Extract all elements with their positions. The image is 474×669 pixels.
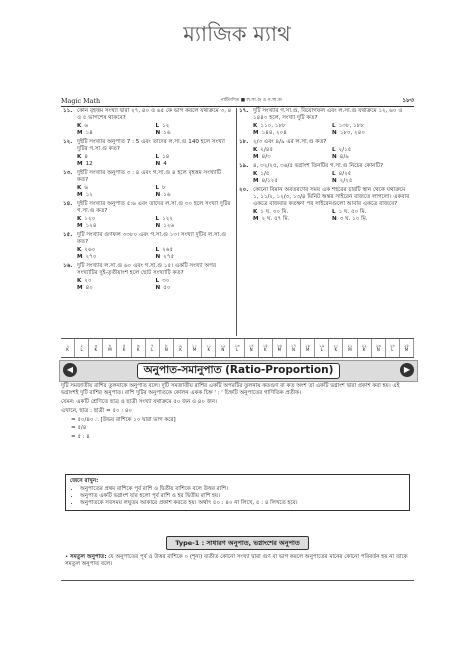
option-item	[332, 154, 411, 161]
question-item	[63, 108, 234, 137]
answer-number: ১১	[206, 342, 212, 348]
option-letter: L	[332, 146, 336, 153]
question-number: ১৭.	[239, 108, 249, 114]
option-letter: K	[77, 153, 82, 160]
answer-letter: L	[151, 347, 154, 352]
option-letter: L	[155, 122, 160, 129]
question-text: কোন বৃহত্তম সংখ্যা দ্বারা ২৭, ৪০ ও ৬৫ কে ভাগ করলে যথাক্রমে ৩, ৪ ও ৫ ভাগশেষ থাকবে?	[77, 108, 232, 121]
question-item	[239, 187, 411, 223]
option-item	[156, 161, 235, 168]
answer-cell	[216, 339, 230, 357]
answer-letter: M	[348, 347, 352, 352]
answer-number: ২১	[347, 342, 353, 348]
question-item	[63, 263, 234, 292]
option-value: ১৪	[85, 129, 93, 136]
option-value: ১২	[85, 191, 93, 198]
note-item: • অনুপাতকে সবসময় লঘুতম আকারে প্রকাশ করতে হয়। অর্থাৎ ৫০ : ৪০ না লিখে, ৫ : ৪ লিখতে হবে।	[80, 500, 405, 507]
answer-letter: L	[391, 347, 394, 352]
bottom-rule	[61, 580, 414, 581]
option-letter: N	[155, 222, 161, 229]
option-value: ১২৪	[85, 222, 97, 229]
answer-number: ১০	[192, 342, 198, 348]
answer-letter: M	[305, 347, 310, 352]
book-page	[61, 96, 414, 580]
option-item	[332, 123, 411, 130]
option-letter: N	[155, 129, 161, 136]
question-text: কোনো বিমান অবতরণের সময় এক শহরের চারটি স্থান থেকে যথাক্রমে ১, ১১/২, ১২/৩, ১৩/৪ মিনিট অন্তর সাইরেন বাজতে লাগলো। একবার একত্রে বাজবার কতক্ষণ পর সাইরেনগুলো আবার একত্রে বাজবে?	[253, 186, 410, 207]
answer-letter: K	[334, 347, 338, 352]
answer-letter: K	[66, 347, 69, 352]
option-value: ২৭০	[85, 253, 97, 260]
option-item	[77, 216, 156, 223]
arrow-right-icon: ▶	[400, 363, 414, 377]
option-item	[77, 161, 156, 168]
option-item	[253, 209, 332, 216]
option-letter: L	[332, 208, 336, 215]
answer-letter: M	[192, 347, 197, 352]
answer-cell	[259, 339, 273, 357]
question-item	[239, 139, 411, 161]
option-letter: L	[332, 170, 336, 177]
answer-cell	[230, 339, 244, 357]
answer-letter: M	[404, 347, 409, 352]
option-letter: N	[332, 129, 337, 136]
question-text: দুইটি সংখ্যার অনুপাত ৫:৬ এবং তাদের ল.সা.গু ৩০ হলে সংখ্যা দুটির গ.সা.গু কত?	[77, 200, 231, 214]
note-item: • অনুপাত একটি ভগ্নাংশ যার হলো পূর্ব রাশি ও হর দ্বিতীয় রাশি হয়।	[80, 493, 405, 500]
question-item	[63, 201, 234, 230]
definition-text: • সমতুল অনুপাত: যে অনুপাতের পূর্ব ও উত্তর রাশিকে ০ (শূন্য) ব্যতীত কোনো সংখ্যা দ্বারা গুণ বা ভাগ করলে অনুপাতের মানের কোনো পরিবর্তন হয় না তাকে সমতুল অনুপাত বলে।	[65, 554, 408, 567]
option-letter: L	[332, 122, 336, 129]
answer-letter: K	[94, 347, 98, 352]
option-item	[156, 247, 235, 254]
answer-letter: N	[221, 347, 225, 352]
answer-number: ১৯	[319, 342, 325, 348]
question-columns	[61, 108, 414, 336]
option-item	[77, 254, 156, 261]
option-letter: L	[155, 246, 160, 253]
option-letter: N	[155, 253, 161, 260]
example-line: যেমন: একটি শ্রেণিতে ছাত্র ও ছাত্রী সংখ্যা যথাক্রমে ৫০ জন ও ৪০ জন।	[61, 398, 217, 405]
answer-cell	[273, 339, 287, 357]
answer-cell	[343, 339, 357, 357]
definition-body: যে অনুপাতের পূর্ব ও উত্তর রাশিকে ০ (শূন্য) ব্যতীত কোনো সংখ্যা দ্বারা গুণ বা ভাগ করলে অনুপাতের মানের কোনো পরিবর্তন হয় না তাকে সমতুল অনুপাত বলে।	[65, 554, 408, 567]
answer-letter: K	[122, 347, 126, 352]
arrow-left-icon: ◀	[63, 363, 77, 377]
answer-number: ৩	[94, 342, 98, 348]
option-item	[156, 130, 235, 137]
option-item	[253, 216, 332, 223]
answer-number: ১২	[220, 342, 226, 348]
note-item: • অনুপাতের প্রথম রাশিকে পূর্ব রাশি ও দ্বিতীয় রাশিকে বলে উত্তর রাশি।	[80, 486, 405, 493]
answer-number: ২২	[361, 342, 367, 348]
answer-cell	[372, 339, 386, 357]
option-item	[156, 154, 235, 161]
option-item	[332, 171, 411, 178]
option-value: ২/১৫	[338, 146, 352, 153]
option-item	[77, 192, 156, 199]
answer-letter: K	[179, 347, 182, 352]
option-letter: N	[332, 177, 337, 184]
answer-number: ২	[80, 342, 83, 348]
question-item	[63, 139, 234, 168]
answer-number: ২৪	[389, 342, 395, 348]
answer-letter: L	[80, 347, 83, 352]
option-value: 12	[85, 160, 93, 167]
option-list	[239, 123, 411, 137]
option-letter: K	[253, 170, 258, 177]
question-item	[63, 170, 234, 199]
option-letter: K	[77, 246, 82, 253]
answer-number: ৮	[165, 342, 168, 348]
option-letter: M	[77, 222, 83, 229]
option-letter: M	[77, 191, 83, 198]
answer-cell	[103, 339, 117, 357]
option-letter: M	[77, 129, 83, 136]
question-item	[63, 232, 234, 261]
answer-number: ৭	[150, 342, 154, 348]
question-text: দুইটি সংখ্যার অনুপাত ৩ : ৪ এবং গ.সা.গু ৪ হলে বৃহত্তম সংখ্যাটি কত?	[77, 169, 222, 183]
option-item	[156, 278, 235, 285]
option-item	[156, 185, 235, 192]
option-item	[332, 130, 411, 137]
intro-paragraph: দুটি সমজাতীয় রাশির তুলনাকে অনুপাত বলে। দুটি সমজাতীয় রাশির একটি অপরটির তুলনায় কতগুণ বা কত অংশ তা একটি ভগ্নাংশ দ্বারা প্রকাশ করা হয়। এই ভগ্নাংশই দুটি রাশির অনুপাত। রাশি দুটির অনুপাতকে কোলন একক চিহ্ন ' : ' চিহ্নটি অনুপাতের গাণিতিক প্রতীক।	[61, 383, 400, 396]
option-value: ৪	[84, 153, 88, 160]
answer-number: ৫	[122, 342, 126, 348]
option-value: ২ ঘ. ৫৭ মি.	[261, 215, 290, 222]
question-text: ২/৩ এবং ৪/৯ এর ল.সা.গু কত?	[253, 138, 327, 145]
question-number: ১৯.	[239, 162, 249, 169]
option-value: ৪/৩	[261, 153, 271, 160]
option-value: ১৪৪, ২০৪	[261, 129, 287, 136]
question-text: দুটি সংখ্যার গুণফল ৩৩৮০ এবং গ.সা.গু ১৩। সংখ্যা দুটির ল.সা.গু কত?	[77, 231, 227, 245]
answer-number: ১৩	[234, 342, 240, 348]
answer-cell	[61, 339, 75, 357]
option-letter: L	[155, 153, 160, 160]
option-item	[77, 223, 156, 230]
option-letter: N	[155, 284, 161, 291]
section-title: অনুপাত-সমানুপাত (Ratio-Proportion)	[137, 363, 341, 378]
option-item	[253, 123, 332, 130]
question-number: ১৬.	[63, 262, 73, 269]
right-question-column	[237, 108, 413, 336]
option-value: ২৬০	[84, 246, 96, 253]
answer-cell	[160, 339, 174, 357]
question-number: ১৩.	[63, 169, 73, 176]
answer-letter: N	[376, 347, 380, 352]
option-item	[77, 247, 156, 254]
option-item	[156, 285, 235, 292]
option-value: ১ ঘ. ৫০ মি.	[338, 208, 367, 215]
option-letter: N	[332, 215, 337, 222]
left-question-column	[61, 108, 237, 336]
option-list	[239, 147, 411, 161]
option-item	[253, 154, 332, 161]
answer-number: ৯	[179, 342, 182, 348]
option-letter: M	[77, 284, 83, 291]
option-value: ১৩৮, ১৮৮	[338, 122, 364, 129]
option-letter: M	[253, 215, 259, 222]
option-value: ১৬	[163, 191, 171, 198]
document-title: ম্যাজিক ম্যাথ	[183, 22, 291, 46]
option-item	[156, 123, 235, 130]
section-banner	[59, 360, 418, 382]
type-heading-wrap	[61, 536, 414, 550]
answer-letter: K	[263, 347, 267, 352]
answer-cell	[188, 339, 202, 357]
option-value: ১৮০, ২৪০	[339, 129, 366, 136]
option-item	[253, 178, 332, 185]
question-number: ২০.	[239, 186, 249, 193]
answer-number: ১৬	[276, 342, 282, 348]
answer-number: ১৭	[290, 342, 297, 348]
option-list	[63, 216, 234, 230]
option-letter: M	[253, 153, 259, 160]
header-book-name: Magic Math	[61, 97, 101, 105]
option-letter: M	[253, 177, 259, 184]
option-value: ২/২৫	[339, 177, 353, 184]
option-value: ৪/১২৫	[261, 177, 278, 184]
answer-letter: L	[235, 347, 239, 352]
option-letter: K	[253, 146, 258, 153]
answer-number: ২০	[333, 342, 339, 348]
option-letter: N	[155, 160, 161, 167]
option-letter: K	[77, 215, 82, 222]
option-value: ১২০	[84, 215, 96, 222]
option-item	[156, 216, 235, 223]
option-item	[332, 178, 411, 185]
option-letter: K	[253, 122, 258, 129]
option-list	[63, 185, 234, 199]
answer-cell	[202, 339, 216, 357]
answer-cell	[358, 339, 372, 357]
question-text: ৪, ৩২/২৫, ৩৬/৫ ভগ্নাংশ তিনটির গ.সা.গু নিচের কোনটি?	[253, 162, 384, 169]
option-list	[239, 209, 411, 223]
answer-number: ১৮	[304, 342, 311, 348]
option-value: ১৬	[163, 129, 171, 136]
answer-number: ৬	[136, 342, 140, 348]
option-item	[156, 254, 235, 261]
answer-letter: M	[108, 347, 112, 352]
option-item	[253, 130, 332, 137]
option-value: ৫০	[163, 284, 171, 291]
option-letter: L	[155, 184, 160, 191]
option-item	[156, 192, 235, 199]
option-item	[77, 185, 156, 192]
question-item	[239, 108, 411, 137]
answer-letter: N	[164, 347, 168, 352]
option-letter: L	[155, 215, 160, 222]
example-step: = ৫ : ৪	[71, 434, 90, 441]
option-value: 4	[163, 160, 167, 167]
question-item	[239, 163, 411, 185]
option-item	[77, 278, 156, 285]
example-step: = ৫০/৪০ ∴ [উভয় রাশিকে ১০ দ্বারা ভাগ করে]	[71, 416, 176, 423]
answer-cell	[146, 339, 160, 357]
option-value: ৮	[162, 184, 166, 191]
option-value: ৩০	[162, 277, 170, 284]
intro-text	[61, 383, 414, 443]
question-text: দুটি সংখ্যার ল.সা.গু ৬০ এবং গ.সা.গু ১৫। একটি সংখ্যা অপর সংখ্যাটির দুই-তৃতীয়াংশ হলে ছোট সংখ্যাটি কত?	[77, 262, 217, 276]
answer-cell	[400, 339, 414, 357]
option-item	[253, 171, 332, 178]
option-letter: N	[155, 191, 161, 198]
option-item	[156, 223, 235, 230]
option-letter: L	[155, 277, 160, 284]
option-letter: K	[77, 122, 82, 129]
option-letter: K	[77, 277, 82, 284]
option-letter: K	[253, 208, 258, 215]
option-value: ১২	[162, 122, 170, 129]
answer-letter: N	[249, 347, 253, 352]
option-list	[63, 247, 234, 261]
option-item	[332, 147, 411, 154]
question-number: ১৫.	[63, 231, 73, 238]
example-step: = ৫/৪	[71, 425, 87, 432]
answer-cell	[245, 339, 259, 357]
question-number: ১১.	[63, 108, 73, 114]
answer-letter: K	[207, 347, 211, 352]
option-letter: M	[77, 160, 83, 167]
option-value: ২/৪৫	[260, 146, 274, 153]
page-header	[61, 96, 414, 107]
option-list	[239, 171, 411, 185]
option-value: ৩ ঘ. ১০ মি.	[339, 215, 368, 222]
question-number: ১২.	[63, 138, 73, 145]
option-item	[332, 209, 411, 216]
answer-cell	[174, 339, 188, 357]
answer-cell	[117, 339, 131, 357]
question-number: ১৮.	[239, 138, 249, 145]
answer-cell	[75, 339, 89, 357]
option-list	[63, 123, 234, 137]
answer-number: ১	[66, 342, 69, 348]
answer-cell	[132, 339, 146, 357]
option-value: ৪০	[85, 284, 93, 291]
option-item	[77, 123, 156, 130]
answer-number: ৪	[108, 342, 112, 348]
header-page-number: ১৮৩	[402, 97, 414, 105]
answer-number: ১৫	[262, 342, 268, 348]
answer-key-grid	[61, 338, 414, 358]
option-letter: M	[253, 129, 259, 136]
option-value: ১১০, ১৮৮	[260, 122, 286, 129]
option-value: ২০	[84, 277, 92, 284]
option-value: ১২২	[162, 215, 173, 222]
option-value: ২৬৫	[162, 246, 173, 253]
answer-letter: M	[277, 347, 282, 352]
option-value: ৬	[84, 122, 88, 129]
answer-cell	[89, 339, 103, 357]
header-chapter: পাটিগণিত ■ ল.সা.গু ও গ.সা.গু	[220, 98, 282, 104]
option-letter: M	[77, 253, 83, 260]
option-value: ১২৬	[163, 222, 175, 229]
option-item	[77, 285, 156, 292]
answer-letter: L	[320, 347, 323, 352]
option-item	[77, 130, 156, 137]
answer-cell	[287, 339, 301, 357]
answer-number: ২৩	[375, 342, 381, 348]
answer-cell	[329, 339, 343, 357]
option-value: ১৪	[162, 153, 170, 160]
option-item	[77, 154, 156, 161]
answer-letter: K	[362, 347, 366, 352]
answer-cell	[386, 339, 400, 357]
option-value: ৪/৯	[339, 153, 349, 160]
type-heading: Type-1 : সাধারণ অনুপাত, ভগ্নাংশের অনুপাত	[166, 536, 309, 550]
option-letter: N	[332, 153, 337, 160]
option-value: ৪/২৫	[338, 170, 352, 177]
question-number: ১৪.	[63, 200, 73, 207]
answer-letter: K	[136, 347, 140, 352]
option-value: ২৭৫	[163, 253, 175, 260]
option-value: ১/৫	[260, 170, 270, 177]
option-list	[63, 278, 234, 292]
note-title: জেনে রাখুন:	[70, 478, 99, 484]
option-item	[332, 216, 411, 223]
option-value: ১ ঘ. ৩০ মি.	[260, 208, 289, 215]
answer-letter: N	[291, 347, 295, 352]
question-text: দুটি সংখ্যার গ.সা.গু, বিয়োগফল এবং ল.সা.গু যথাক্রমে ১২, ৬০ ও ১৪৪০ হলে, সংখ্যা দুটি কত?	[253, 108, 403, 121]
example-line: এখানে, ছাত্র : ছাত্রী = ৫০ : ৪০	[61, 407, 132, 414]
option-list	[63, 154, 234, 168]
option-value: ৬	[84, 184, 88, 191]
note-box	[65, 474, 410, 511]
definition-term: সমতুল অনুপাত:	[70, 554, 107, 560]
question-text: দুইটি সংখ্যার অনুপাত 7 : 5 এবং তাদের ল.সা.গু 140 হলে সংখ্যা দুটির গ.সা.গু কত?	[77, 138, 225, 152]
answer-cell	[301, 339, 315, 357]
answer-number: ১৪	[248, 342, 254, 348]
option-letter: K	[77, 184, 82, 191]
option-item	[253, 147, 332, 154]
answer-cell	[315, 339, 329, 357]
answer-number: ২৫	[403, 342, 410, 348]
